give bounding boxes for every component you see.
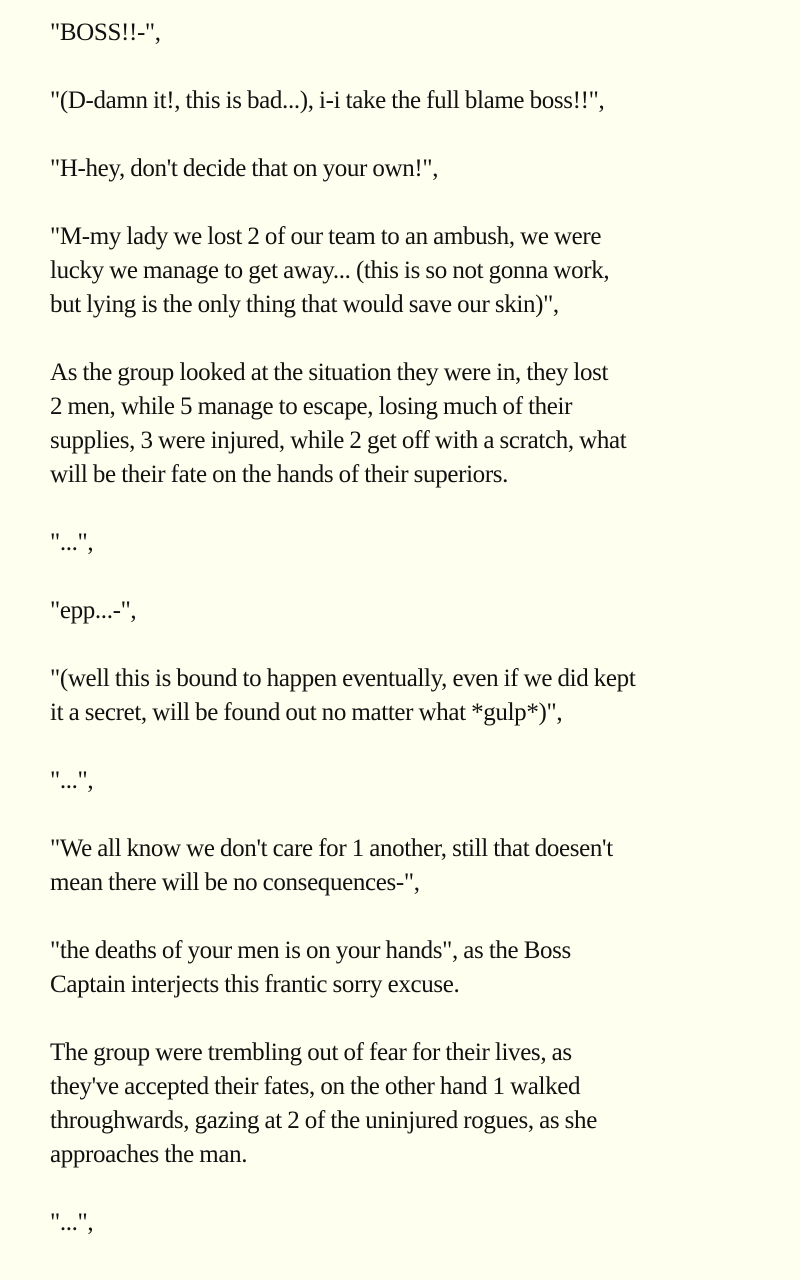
text-line: will be their fate on the hands of their superiors. — [50, 461, 509, 488]
paragraph-epp — [50, 594, 750, 628]
text-line: "(D-damn it!, this is bad...), i-i take the full blame boss!!", — [50, 87, 605, 114]
paragraph-take-blame — [50, 84, 750, 118]
text-line: "...", — [50, 529, 94, 556]
text-line: supplies, 3 were injured, while 2 get off with a scratch, what — [50, 427, 627, 454]
text-line: Captain interjects this frantic sorry excuse. — [50, 971, 460, 998]
paragraph-boss-shout — [50, 16, 750, 50]
text-line: mean there will be no consequences-", — [50, 869, 420, 896]
text-line: throughwards, gazing at 2 of the uninjured rogues, as she — [50, 1107, 597, 1134]
paragraph-ambush-report — [50, 220, 750, 322]
paragraph-dont-decide — [50, 152, 750, 186]
paragraph-ellipsis — [50, 1206, 750, 1240]
text-line: "(well this is bound to happen eventually, even if we did kept — [50, 665, 636, 692]
text-line: "H-hey, don't decide that on your own!", — [50, 155, 439, 182]
text-line: The group were trembling out of fear for their lives, as — [50, 1039, 572, 1066]
text-line: they've accepted their fates, on the other hand 1 walked — [50, 1073, 581, 1100]
text-line: "the deaths of your men is on your hands", as the Boss — [50, 937, 571, 964]
text-line: "M-my lady we lost 2 of our team to an ambush, we were — [50, 223, 602, 250]
text-line: "...", — [50, 1209, 94, 1236]
paragraph-ellipsis — [50, 526, 750, 560]
text-line: As the group looked at the situation they were in, they lost — [50, 359, 609, 386]
paragraph-bound-to-happen — [50, 662, 750, 730]
text-line: lucky we manage to get away... (this is so not gonna work, — [50, 257, 610, 284]
text-line: "epp...-", — [50, 597, 137, 624]
text-line: "We all know we don't care for 1 another, still that doesen't — [50, 835, 613, 862]
text-line: "BOSS!!-", — [50, 19, 161, 46]
paragraph-group-trembling — [50, 1036, 750, 1172]
text-line: but lying is the only thing that would save our skin)", — [50, 291, 559, 318]
text-line: 2 men, while 5 manage to escape, losing much of their — [50, 393, 573, 420]
paragraph-consequences — [50, 832, 750, 900]
text-line: approaches the man. — [50, 1141, 248, 1168]
paragraph-deaths-on-hands — [50, 934, 750, 1002]
text-line: it a secret, will be found out no matter what *gulp*)", — [50, 699, 563, 726]
paragraph-ellipsis — [50, 764, 750, 798]
text-line: "...", — [50, 767, 94, 794]
paragraph-group-situation — [50, 356, 750, 492]
